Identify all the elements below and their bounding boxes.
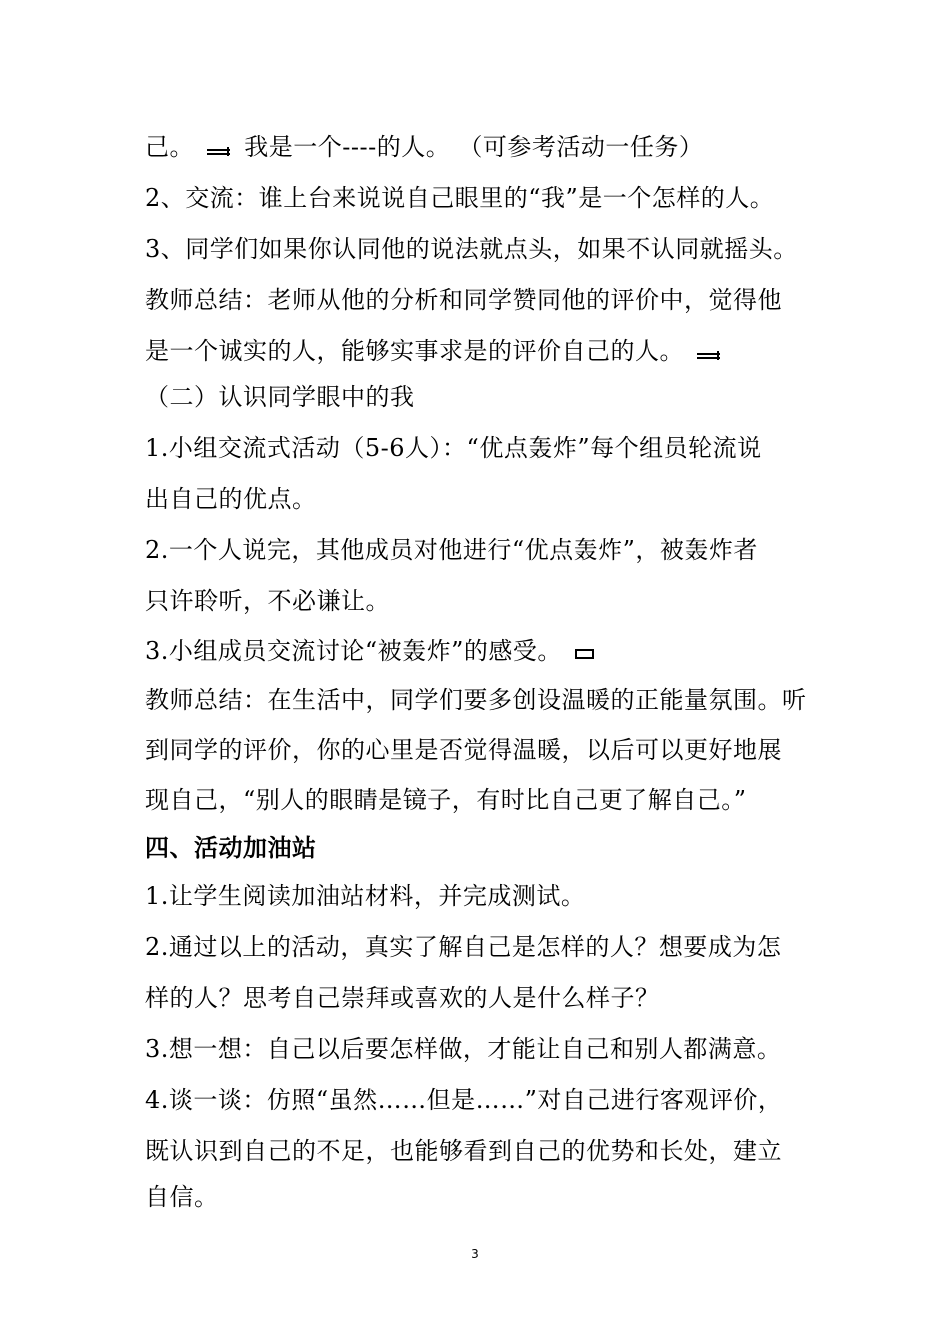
text-line — [145, 634, 825, 670]
text-line: 出自己的优点。 — [145, 485, 317, 513]
text-fragment: 是一个诚实的人，能够实事求是的评价自己的人。 — [145, 337, 684, 365]
text-line: 自信。 — [145, 1183, 219, 1211]
text-fragment: 3.小组成员交流讨论“被轰炸”的感受。 — [145, 637, 562, 665]
section-subheading: （二）认识同学眼中的我 — [145, 383, 415, 411]
text-line: 教师总结：在生活中，同学们要多创设温暖的正能量氛围。听 — [145, 686, 807, 714]
edit-mark-icon — [574, 636, 596, 670]
section-heading: 四、活动加油站 — [145, 834, 317, 862]
text-fragment: 己。 — [145, 133, 194, 161]
text-line: 2.通过以上的活动，真实了解自己是怎样的人？想要成为怎 — [145, 933, 782, 961]
text-line: 到同学的评价，你的心里是否觉得温暖，以后可以更好地展 — [145, 736, 782, 764]
text-line: 2、交流：谁上台来说说自己眼里的“我”是一个怎样的人。 — [145, 184, 775, 212]
edit-mark-icon — [696, 336, 722, 370]
text-line — [145, 334, 825, 370]
text-line: 1.小组交流式活动（5-6人）：“优点轰炸”每个组员轮流说 — [145, 434, 762, 462]
text-line: 现自己，“别人的眼睛是镜子，有时比自己更了解自己。” — [145, 786, 747, 814]
text-line: 3、同学们如果你认同他的说法就点头，如果不认同就摇头。 — [145, 235, 798, 263]
page-number: 3 — [471, 1247, 479, 1261]
text-line: 样的人？思考自己崇拜或喜欢的人是什么样子？ — [145, 984, 660, 1012]
edit-mark-icon — [206, 132, 232, 166]
text-line: 教师总结：老师从他的分析和同学赞同他的评价中，觉得他 — [145, 286, 782, 314]
text-line — [145, 130, 825, 166]
text-line: 1.让学生阅读加油站材料，并完成测试。 — [145, 882, 586, 910]
text-line: 既认识到自己的不足，也能够看到自己的优势和长处，建立 — [145, 1137, 782, 1165]
text-line: 只许聆听，不必谦让。 — [145, 587, 390, 615]
text-line: 2.一个人说完，其他成员对他进行“优点轰炸”，被轰炸者 — [145, 536, 758, 564]
text-line: 3.想一想：自己以后要怎样做，才能让自己和别人都满意。 — [145, 1035, 782, 1063]
text-fragment: 我是一个----的人。 （可参考活动一任务） — [244, 133, 704, 161]
text-line: 4.谈一谈：仿照“虽然……但是……”对自己进行客观评价， — [145, 1086, 783, 1114]
